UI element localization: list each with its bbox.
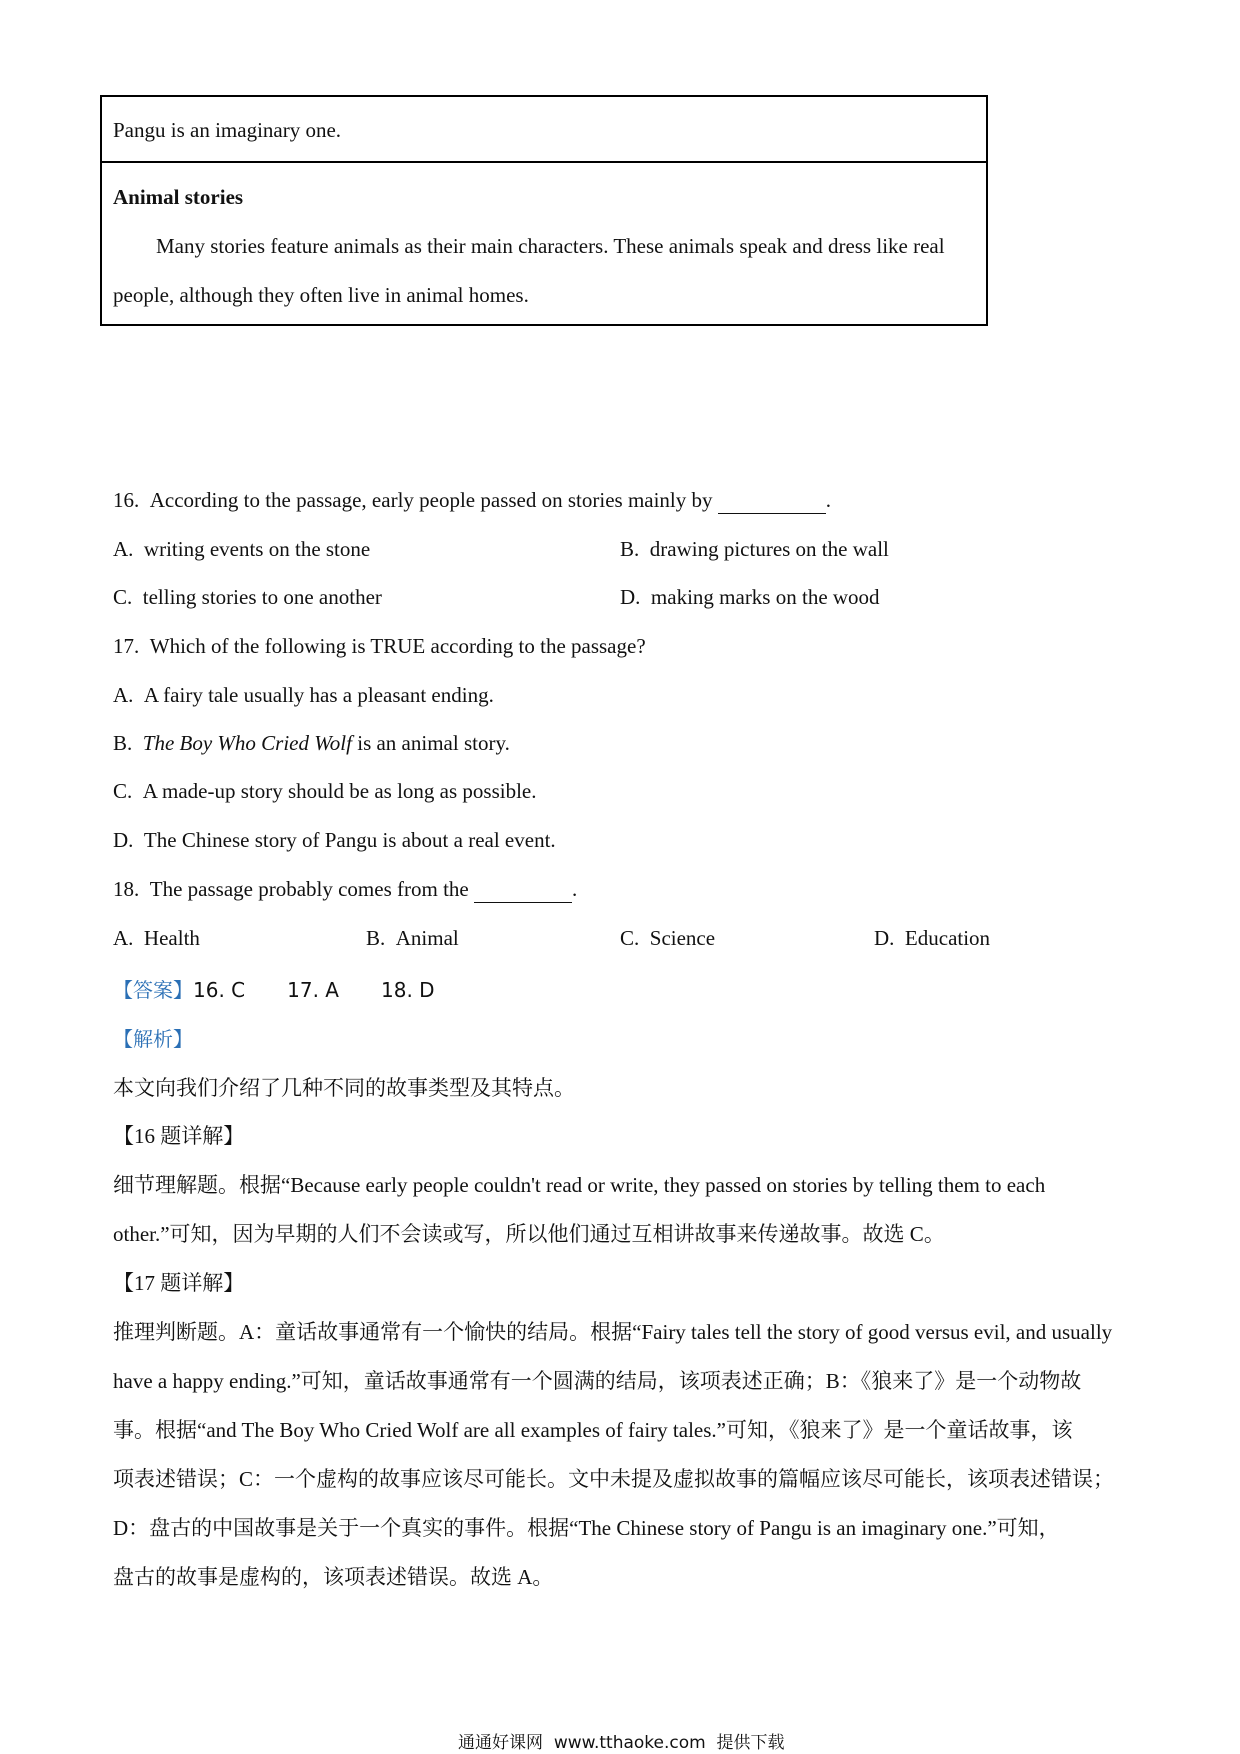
- answer-17: 17. A: [287, 978, 339, 1002]
- footer-url[interactable]: www.tthaoke.com: [553, 1733, 706, 1753]
- answer-blank: [474, 877, 572, 903]
- analysis-summary: 本文向我们介绍了几种不同的故事类型及其特点。: [113, 1076, 575, 1100]
- section-title: Animal stories: [113, 185, 244, 209]
- question-17: [113, 634, 646, 659]
- q16-option-c: C. telling stories to one another: [113, 585, 382, 609]
- q18-option-d: D. Education: [874, 926, 991, 950]
- q17-explanation-line1: 推理判断题。A：童话故事通常有一个愉快的结局。根据“Fairy tales tell the story of good versus evil, and usually: [113, 1320, 1113, 1344]
- q16-explanation-line1: 细节理解题。根据“Because early people couldn't read or write, they passed on stories by telling them to each: [113, 1173, 1046, 1197]
- question-stem: The passage probably comes from the: [149, 877, 469, 901]
- question-stem: Which of the following is TRUE according to the passage?: [149, 634, 646, 658]
- answer-blank: [718, 488, 826, 514]
- q16-option-b: B. drawing pictures on the wall: [620, 537, 889, 561]
- q16-option-a: A. writing events on the stone: [113, 537, 371, 561]
- answer-label: 【答案】: [113, 978, 193, 1002]
- answer-16: 16. C: [193, 978, 246, 1002]
- q16-explanation-title: 【16 题详解】: [113, 1124, 245, 1148]
- q17-explanation-line3: 事。根据“and The Boy Who Cried Wolf are all examples of fairy tales.”可知，《狼来了》是一个童话故事，该: [113, 1418, 1073, 1442]
- answer-line: [113, 974, 435, 1003]
- footer-site-name: 通通好课网: [458, 1733, 543, 1753]
- passage-paragraph-line1: Many stories feature animals as their main characters. These animals speak and dress like real: [156, 234, 945, 258]
- question-16: 16. According to the passage, early people passed on stories mainly by .: [113, 488, 832, 512]
- q18-option-a: A. Health: [113, 926, 200, 950]
- q17-explanation-title: 【17 题详解】: [113, 1271, 245, 1295]
- footer-note: 提供下载: [716, 1733, 785, 1753]
- question-number: 17.: [113, 634, 140, 658]
- question-number: 18.: [113, 877, 140, 901]
- story-title-italic: The Boy Who Cried Wolf: [142, 731, 352, 755]
- q17-option-a: A. A fairy tale usually has a pleasant ending.: [113, 683, 494, 707]
- answer-18: 18. D: [381, 978, 435, 1002]
- question-number: 16.: [113, 488, 140, 512]
- q16-option-d: D. making marks on the wood: [620, 585, 880, 609]
- q17-explanation-line6: 盘古的故事是虚构的，该项表述错误。故选 A。: [113, 1565, 554, 1589]
- q17-option-b: B. The Boy Who Cried Wolf is an animal story.: [113, 731, 510, 755]
- passage-paragraph-line2: people, although they often live in animal homes.: [113, 283, 529, 307]
- q17-option-c: C. A made-up story should be as long as possible.: [113, 779, 537, 803]
- analysis-label: 【解析】: [113, 1027, 193, 1051]
- q17-explanation-line2: have a happy ending.”可知，童话故事通常有一个圆满的结局，该项表述正确；B：《狼来了》是一个动物故: [113, 1369, 1082, 1393]
- q18-option-b: B. Animal: [366, 926, 459, 950]
- q17-explanation-line4: 项表述错误；C：一个虚构的故事应该尽可能长。文中未提及虚拟故事的篇幅应该尽可能长，该项表述错误；: [113, 1467, 1115, 1491]
- page-footer: [458, 1728, 785, 1753]
- q17-option-d: D. The Chinese story of Pangu is about a real event.: [113, 828, 556, 852]
- q16-explanation-line2: other.”可知，因为早期的人们不会读或写，所以他们通过互相讲故事来传递故事。故选 C。: [113, 1222, 945, 1246]
- passage-line: Pangu is an imaginary one.: [113, 118, 342, 142]
- question-18: 18. The passage probably comes from the .: [113, 877, 578, 901]
- q17-explanation-line5: D：盘古的中国故事是关于一个真实的事件。根据“The Chinese story of Pangu is an imaginary one.”可知，: [113, 1516, 1060, 1540]
- question-stem: According to the passage, early people passed on stories mainly by: [149, 488, 713, 512]
- q18-option-c: C. Science: [620, 926, 716, 950]
